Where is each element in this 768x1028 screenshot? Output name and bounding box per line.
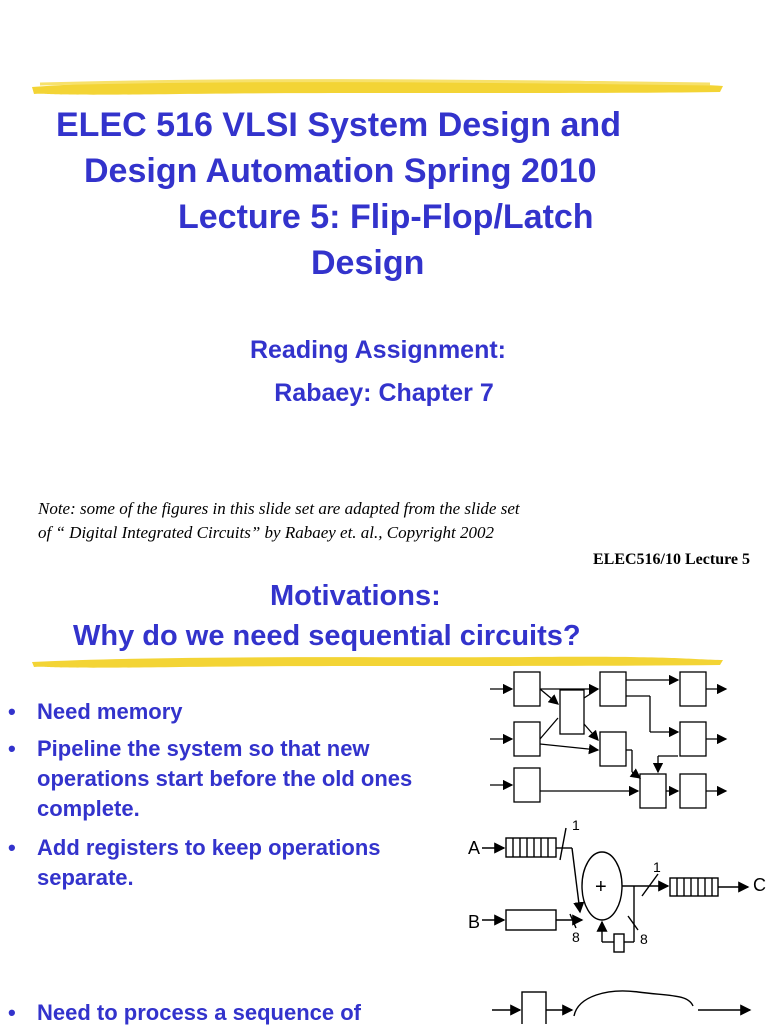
reading-assignment: Reading Assignment:: [249, 336, 507, 364]
shift-register-b: [506, 910, 556, 930]
slide1-title-line2: Design Automation Spring 2010: [84, 152, 597, 190]
adder-symbol: +: [595, 876, 607, 898]
copyright-note: [38, 497, 520, 545]
input-a-label: A: [468, 838, 481, 858]
pipeline-register-diagram: [488, 668, 733, 810]
highlight-stroke-bottom: [30, 650, 725, 670]
serial-adder-diagram: [466, 816, 766, 966]
note-line2: of “ Digital Integrated Circuits” by Rabaey et. al., Copyright 2002: [38, 523, 494, 542]
width-label-1b: 1: [653, 859, 661, 875]
sequence-process-diagram: [488, 986, 758, 1024]
reading-chapter: Rabaey: Chapter 7: [274, 379, 494, 407]
highlight-stroke-top: [30, 72, 725, 98]
slide-footer: ELEC516/10 Lecture 5: [592, 551, 750, 568]
output-c-label: C: [753, 875, 766, 895]
width-label-8a: 8: [572, 929, 580, 945]
carry-flipflop: [614, 934, 624, 952]
slide2-title-line2: Why do we need sequential circuits?: [73, 620, 581, 652]
width-label-8b: 8: [640, 931, 648, 947]
input-b-label: B: [468, 912, 481, 932]
note-line1: Note: some of the figures in this slide set are adapted from the slide set: [38, 499, 520, 518]
slide1-title-line1: ELEC 516 VLSI System Design and: [56, 106, 621, 144]
slide2-title-line1: Motivations:: [270, 580, 441, 612]
width-label-1a: 1: [572, 817, 580, 833]
slide1-title-line3: Lecture 5: Flip-Flop/Latch: [178, 198, 594, 236]
slide1-title-line4: Design: [311, 244, 425, 282]
